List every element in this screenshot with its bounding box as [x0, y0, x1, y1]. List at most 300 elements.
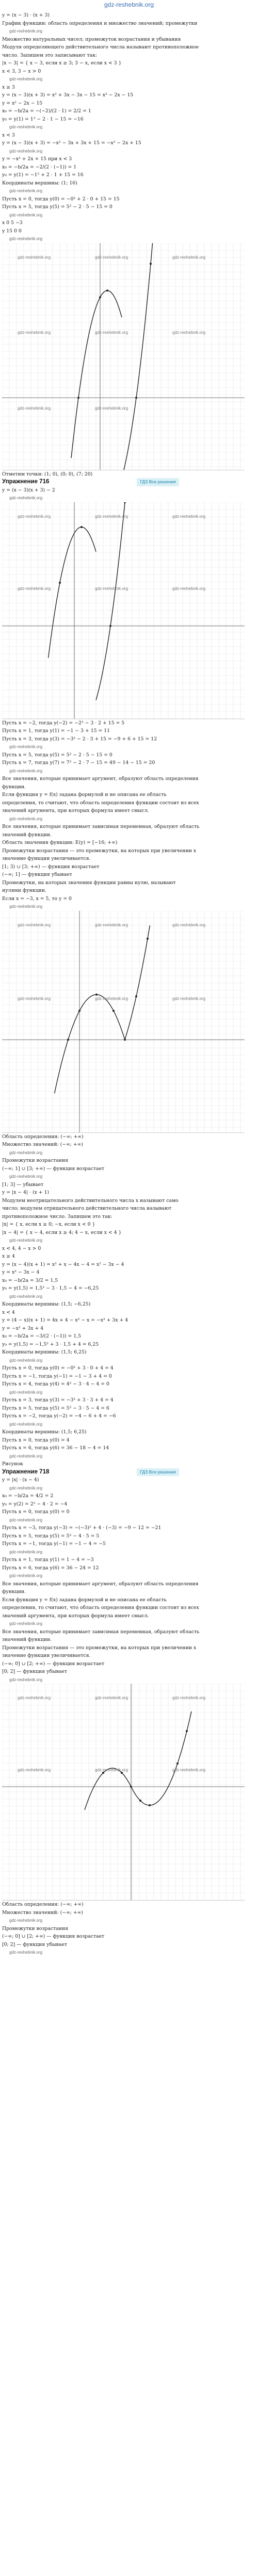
solution-line	[2, 107, 256, 115]
solution-line	[2, 1660, 256, 1668]
solution-line	[2, 1404, 256, 1413]
line-text: gdz-reshebnik.org	[9, 904, 43, 909]
solution-line	[2, 59, 256, 67]
graph-point	[150, 263, 152, 265]
line-text: (−∞; 1] ∪ [3; +∞) — функция возрастает	[2, 1165, 105, 1172]
graph-watermark: gdz-reshebnik.org	[18, 405, 51, 411]
solution-line	[2, 1157, 256, 1165]
line-text: Пусть x = −3, тогда y(−3) = −(−3)² + 4 · (−3) = −9 − 12 = −21	[2, 1525, 162, 1531]
solution-line	[2, 1300, 256, 1309]
line-text: gdz-reshebnik.org	[9, 1294, 43, 1299]
solution-line	[2, 1909, 256, 1917]
line-text: [1; 3] — убывает	[2, 1181, 44, 1188]
solution-line	[2, 1612, 256, 1620]
solution-line	[2, 163, 256, 172]
solution-line	[2, 1229, 256, 1237]
solution-line	[2, 727, 256, 735]
graph-watermark: gdz-reshebnik.org	[95, 255, 128, 260]
solution-line	[2, 486, 256, 495]
line-text: функции.	[2, 784, 26, 790]
solution-line	[2, 1141, 256, 1149]
line-text: gdz-reshebnik.org	[9, 1621, 43, 1626]
solution-line	[2, 1277, 256, 1285]
graph-watermark: gdz-reshebnik.org	[18, 922, 51, 927]
graph-watermark: gdz-reshebnik.org	[172, 922, 206, 927]
line-text: gdz-reshebnik.org	[9, 29, 43, 33]
line-text: gdz-reshebnik.org	[9, 1485, 43, 1490]
watermark-text	[2, 1293, 256, 1301]
solution-line	[2, 1644, 256, 1652]
graph-point	[176, 1762, 179, 1765]
graph-point	[124, 502, 126, 503]
line-text: Если x = −3, x = 5, то y = 0	[2, 895, 72, 902]
watermark-text	[2, 767, 256, 775]
watermark-text	[2, 903, 256, 911]
solution-line	[2, 1197, 256, 1205]
line-text: gdz-reshebnik.org	[9, 212, 43, 217]
line-text: Область определения: (−∞; +∞)	[2, 1902, 84, 1907]
watermark-text	[2, 1948, 256, 1957]
graph-watermark: gdz-reshebnik.org	[95, 514, 128, 519]
function-curve	[96, 502, 126, 700]
line-text: |x| = { x, если x ≥ 0; −x, если x < 0 }	[2, 1222, 95, 1227]
graph-point	[112, 1010, 115, 1012]
line-text: определения, то считают, что область определения функции состоит из всех	[2, 800, 199, 806]
line-text: x < 4	[2, 1309, 15, 1315]
line-text: Пусть x = 0, тогда y(0) = −0² + 3 · 0 + 4 = 4	[2, 1365, 114, 1371]
graph-point	[135, 995, 137, 997]
solution-line	[2, 823, 256, 831]
solution-line	[2, 1364, 256, 1372]
exercise-title: Упражнение 718	[2, 1468, 50, 1475]
line-text: (−∞; 1] — функция убывает	[2, 872, 72, 877]
solution-line	[2, 855, 256, 863]
line-text: |x − 3| = { x − 3, если x ≥ 3; 3 − x, если x < 3 }	[2, 60, 122, 66]
exercise-heading	[2, 478, 256, 486]
solution-line	[2, 871, 256, 879]
solution-line	[2, 1380, 256, 1388]
line-text: Модуля определяющего действительного числа называют противоположное	[2, 44, 199, 50]
graph-point	[147, 938, 149, 940]
solution-line	[2, 1428, 256, 1436]
solution-line	[2, 179, 256, 188]
line-text: Множество натуральных чисел; промежуток возрастания и убывания	[2, 36, 181, 42]
line-text: y = (4 − x)(x + 1) = 4x + 4 − x² − x = −x² + 3x + 4	[2, 1317, 128, 1323]
graph-canvas	[2, 911, 245, 1132]
solution-line	[2, 11, 256, 20]
line-text: Пусть x = 3, тогда y(3) = −3² + 3 · 3 + 4 = 4	[2, 1397, 114, 1403]
line-text: y = −x² + 2x + 15 при x < 3	[2, 156, 72, 162]
line-text: y₀ = y(1) = −1² + 2 · 1 + 15 = 16	[2, 172, 84, 178]
solution-line	[2, 831, 256, 839]
line-text: Пусть x = −1, тогда y(−1) = −1 − 4 = −5	[2, 1541, 106, 1547]
solution-line	[2, 1252, 256, 1261]
line-text: y = −x² + 3x + 4	[2, 1325, 44, 1331]
function-curve	[71, 291, 122, 458]
solution-line	[2, 1348, 256, 1357]
watermark-text	[2, 1357, 256, 1365]
line-text: x < 3, 3 − x > 0	[2, 68, 41, 74]
solution-line	[2, 1524, 256, 1532]
solution-line	[2, 879, 256, 887]
line-text: x < 4, 4 − x > 0	[2, 1245, 41, 1251]
function-curve	[55, 994, 125, 1093]
solution-line	[2, 1668, 256, 1676]
solution-line	[2, 1205, 256, 1213]
line-text: Все значения, которые принимает аргумент, образуют область определения	[2, 1581, 199, 1587]
line-text: Пусть x = 5, тогда y(5) = 5² − 4 · 5 = 5	[2, 1533, 100, 1539]
line-text: gdz-reshebnik.org	[9, 1918, 43, 1923]
line-text: число; модулем отрицательного действительного числа называют	[2, 1206, 172, 1211]
exercise-heading	[2, 1468, 256, 1477]
line-text: Координаты вершины: (1,5; 6,25)	[2, 1349, 87, 1355]
solution-line	[2, 783, 256, 791]
solution-line	[2, 470, 256, 479]
solution-line	[2, 139, 256, 147]
graph-point	[139, 1800, 141, 1802]
line-text: функции.	[2, 1589, 26, 1595]
line-text: y = x² − 3x − 4	[2, 1269, 40, 1275]
all-solutions-link[interactable]: ГДЗ Все решения	[137, 1468, 179, 1477]
line-text: |x − 4| = { x − 4, если x ≥ 4; 4 − x, если x < 4 }	[2, 1229, 122, 1235]
line-text: Множество значений: (−∞; +∞)	[2, 1142, 84, 1147]
graph-watermark: gdz-reshebnik.org	[95, 996, 128, 1001]
graph-watermark: gdz-reshebnik.org	[18, 330, 51, 335]
function-curve	[131, 1711, 191, 1805]
line-text: [0; 2] — функция убывает	[2, 1669, 68, 1674]
line-text: y = |x − 4| · (x + 1)	[2, 1190, 50, 1195]
line-text: y = |x| · (x − 4)	[2, 1477, 39, 1483]
line-text: Все значения, которые принимает зависимая переменная, образуют область	[2, 824, 200, 829]
line-text: gdz-reshebnik.org	[9, 1150, 43, 1155]
solution-line	[2, 839, 256, 847]
graph-point	[106, 290, 108, 292]
line-text: Пусть x = 0, тогда y(0) = −0² + 2 · 0 + 15 = 15	[2, 196, 120, 202]
solution-line	[2, 1604, 256, 1612]
graph-canvas	[2, 1684, 245, 1900]
line-text: gdz-reshebnik.org	[9, 236, 43, 241]
line-text: gdz-reshebnik.org	[9, 496, 43, 500]
line-text: Пусть x = 7, тогда y(7) = 7² − 2 · 7 − 15 = 49 − 14 − 15 = 20	[2, 760, 155, 766]
line-text: gdz-reshebnik.org	[9, 1358, 43, 1363]
graph-watermark: gdz-reshebnik.org	[172, 1696, 206, 1700]
solution-line	[2, 1532, 256, 1540]
solution-line	[2, 1316, 256, 1325]
solution-line	[2, 1261, 256, 1269]
line-text: Все значения, которые принимает зависимая переменная, образуют область	[2, 1629, 200, 1635]
solution-line	[2, 1221, 256, 1229]
line-text: x ≥ 4	[2, 1253, 15, 1259]
line-text: нулями функции.	[2, 888, 46, 893]
line-text: Координаты вершины: (1,5; −6,25)	[2, 1301, 91, 1307]
line-text: Если функция y = f(x) задана формулой и не описана ее область	[2, 792, 167, 798]
solution-line	[2, 1596, 256, 1604]
graph-watermark: gdz-reshebnik.org	[172, 1768, 206, 1772]
line-text: y 15 0 0	[2, 228, 22, 234]
graph-watermark: gdz-reshebnik.org	[172, 996, 206, 1001]
watermark-text	[2, 1572, 256, 1580]
solution-line	[2, 1325, 256, 1333]
line-text: gdz-reshebnik.org	[9, 1573, 43, 1578]
line-text: y = (x − 4)(x + 1) = x² + x − 4x − 4 = x² − 3x − 4	[2, 1261, 124, 1267]
watermark-text	[2, 1236, 256, 1245]
graph-watermark: gdz-reshebnik.org	[95, 1696, 128, 1700]
solution-line	[2, 847, 256, 855]
solution-line	[2, 1901, 256, 1909]
solution-line	[2, 807, 256, 815]
graph-watermark: gdz-reshebnik.org	[18, 586, 51, 591]
solution-line	[2, 1133, 256, 1141]
line-text: Область определения: (−∞; +∞)	[2, 1133, 84, 1140]
line-text: значений аргумента, при которых формула имеет смысл.	[2, 1613, 149, 1619]
line-text: Множество значений: (−∞; +∞)	[2, 1909, 84, 1916]
line-text: y₀ = y(1,5) = −1,5² + 3 · 1,5 + 4 = 6,25	[2, 1341, 99, 1347]
line-text: Пусть x = 5, тогда y(5) = 5² − 2 · 5 − 15 = 0	[2, 204, 112, 210]
solution-line	[2, 1628, 256, 1636]
line-text: противоположное число. Запишем это так:	[2, 1213, 112, 1219]
site-brand[interactable]: gdz-reshebnik.org	[104, 1, 154, 8]
line-text: y₀ = y(2) = 2² − 4 · 2 = −4	[2, 1501, 68, 1507]
solution-line	[2, 1925, 256, 1933]
solution-line	[2, 1436, 256, 1445]
solution-line	[2, 751, 256, 759]
line-text: Промежутки возрастания — это промежутки, на которых при увеличении x	[2, 848, 197, 854]
graph-watermark: gdz-reshebnik.org	[172, 330, 206, 335]
line-text: Если функция y = f(x) задана формулой и не описана ее область	[2, 1597, 167, 1603]
solution-line	[2, 20, 256, 28]
line-text: gdz-reshebnik.org	[9, 77, 43, 81]
line-text: gdz-reshebnik.org	[9, 1421, 43, 1427]
solution-line	[2, 1588, 256, 1596]
watermark-text	[2, 211, 256, 219]
line-text: x₀ = −b/2a = −(−2)/(2 · 1) = 2/2 = 1	[2, 108, 91, 114]
graph-watermark: gdz-reshebnik.org	[172, 255, 206, 260]
line-text: [1; 3) ∪ [3; +∞) — функция возрастает	[2, 863, 100, 870]
line-text: gdz-reshebnik.org	[9, 744, 43, 749]
solution-line	[2, 1396, 256, 1404]
line-text: y = (x − 3) · (x + 3)	[2, 12, 50, 18]
line-text: x₀ = −b/2a = −2/(2 · (−1)) = 1	[2, 164, 77, 170]
line-text: Пусть x = 6, тогда y(6) = 36 − 24 = 12	[2, 1565, 99, 1571]
solution-line	[2, 203, 256, 211]
line-text: Рисунок	[2, 1461, 23, 1467]
function-graph	[2, 243, 245, 470]
function-curve	[122, 243, 153, 470]
solution-line	[2, 115, 256, 124]
line-text: Отметим точки: (1; 0), (0; 0), (7; 20)	[2, 471, 93, 477]
watermark-text	[2, 1676, 256, 1684]
line-text: y = (x − 3)(x + 3) = −x² − 3x + 3x + 15 = −x² − 2x + 15	[2, 140, 141, 146]
solution-line	[2, 895, 256, 903]
solution-line	[2, 1189, 256, 1197]
watermark-text	[2, 1620, 256, 1628]
line-text: gdz-reshebnik.org	[9, 1549, 43, 1554]
solution-line	[2, 91, 256, 99]
solution-line	[2, 1580, 256, 1588]
solution-line	[2, 799, 256, 807]
line-text: gdz-reshebnik.org	[9, 1389, 43, 1395]
line-text: Пусть x = −2, тогда y(−2) = −2² − 3 · 2 + 15 = 5	[2, 720, 125, 726]
solution-line	[2, 227, 256, 235]
line-text: Пусть x = 5, тогда y(5) = 5² − 2 · 5 − 15 = 0	[2, 752, 112, 758]
watermark-text	[2, 75, 256, 83]
graph-watermark: gdz-reshebnik.org	[18, 255, 51, 260]
all-solutions-link[interactable]: ГДЗ Все решения	[137, 478, 179, 486]
line-text: Пусть x = 5, тогда y(5) = 5² − 3 · 5 − 4 = 6	[2, 1405, 109, 1411]
function-graph	[2, 502, 245, 719]
graph-point	[149, 1804, 151, 1806]
solution-line	[2, 1460, 256, 1468]
solution-line	[2, 1444, 256, 1452]
solution-line	[2, 1540, 256, 1548]
line-text: значений функции.	[2, 832, 52, 838]
solution-line	[2, 1341, 256, 1349]
line-text: Пусть x = −1, тогда y(−1) = −1 − 3 + 4 = 0	[2, 1373, 112, 1379]
solution-line	[2, 775, 256, 783]
function-curve	[85, 1768, 131, 1810]
line-text: определения, то считают, что область определения функции состоит из всех	[2, 1605, 199, 1611]
solution-line	[2, 719, 256, 727]
watermark-text	[2, 147, 256, 156]
watermark-text	[2, 1420, 256, 1429]
line-text: Область значения функции: E(y) = [−16; +∞)	[2, 840, 118, 845]
line-text: x < 3	[2, 132, 15, 138]
line-text: Пусть x = 1, тогда y(1) = 1 − 4 = −3	[2, 1557, 94, 1563]
solution-line	[2, 1165, 256, 1173]
solution-line	[2, 1500, 256, 1509]
line-text: gdz-reshebnik.org	[9, 1453, 43, 1459]
line-text: gdz-reshebnik.org	[9, 816, 43, 821]
line-text: [0; 2] — функция убывает	[2, 1941, 68, 1947]
solution-line	[2, 1636, 256, 1644]
line-text: (−∞; 0] ∪ [2; +∞) — функция возрастает	[2, 1660, 105, 1667]
watermark-text	[2, 235, 256, 243]
graph-watermark: gdz-reshebnik.org	[95, 330, 128, 335]
solution-line	[2, 1941, 256, 1949]
solution-line	[2, 863, 256, 871]
line-text: Пусть x = 0, тогда y(0) = 4	[2, 1437, 70, 1443]
line-text: gdz-reshebnik.org	[9, 1950, 43, 1955]
function-graph	[2, 1684, 245, 1901]
line-text: число. Запишем это записывают так:	[2, 52, 98, 58]
line-text: Пусть x = 0, тогда y(0) = 0	[2, 1509, 70, 1515]
solution-line	[2, 1492, 256, 1500]
graph-watermark: gdz-reshebnik.org	[95, 586, 128, 591]
watermark-text	[2, 1917, 256, 1925]
line-text: Пусть x = 1, тогда y(1) = −1 − 3 + 15 = 11	[2, 728, 110, 734]
solution-line	[2, 52, 256, 60]
line-text: gdz-reshebnik.org	[9, 768, 43, 773]
line-text: x 0 5 −3	[2, 220, 23, 226]
function-curve	[125, 925, 150, 1040]
exercise-title: Упражнение 716	[2, 479, 50, 485]
watermark-text	[2, 1388, 256, 1397]
watermark-text	[2, 743, 256, 751]
line-text: gdz-reshebnik.org	[9, 148, 43, 154]
line-text: gdz-reshebnik.org	[9, 125, 43, 129]
watermark-text	[2, 1548, 256, 1556]
line-text: Промежутки возрастания — это промежутки, на которых при увеличении x	[2, 1645, 197, 1651]
graph-watermark: gdz-reshebnik.org	[18, 1696, 51, 1700]
line-text: y = x² − 2x − 15	[2, 100, 43, 106]
line-text: gdz-reshebnik.org	[9, 1174, 43, 1179]
line-text: y = (x − 3)(x + 3) = x² + 3x − 3x − 15 = x² − 2x − 15	[2, 92, 134, 98]
line-text: y = (x − 3)(x + 3) − 2	[2, 487, 55, 493]
solution-line	[2, 1508, 256, 1516]
line-text: Пусть x = 3, тогда y(3) = −3² − 2 · 3 + 15 = −9 + 6 + 15 = 12	[2, 736, 157, 742]
line-text: значение функции увеличивается.	[2, 856, 91, 861]
line-text: значений функции.	[2, 1637, 52, 1642]
watermark-text	[2, 1149, 256, 1157]
solution-line	[2, 1309, 256, 1317]
line-text: Промежутки возрастания	[2, 1158, 69, 1163]
watermark-text	[2, 494, 256, 502]
function-graph	[2, 911, 245, 1133]
line-text: x₀ = −b/2a = 3/2 = 1,5	[2, 1277, 58, 1283]
line-text: gdz-reshebnik.org	[9, 189, 43, 193]
watermark-text	[2, 27, 256, 36]
solution-line	[2, 1556, 256, 1564]
graph-watermark: gdz-reshebnik.org	[172, 514, 206, 519]
solution-line	[2, 1652, 256, 1660]
line-text: Промежутки возрастания	[2, 1925, 69, 1931]
solution-line	[2, 1181, 256, 1189]
line-text: y₀ = y(1) = 1² − 2 · 1 − 15 = −16	[2, 116, 84, 122]
graph-watermark: gdz-reshebnik.org	[95, 1768, 128, 1772]
solution-line	[2, 1213, 256, 1221]
line-text: (−∞; 0] ∪ [2; +∞) — функция возрастает	[2, 1934, 105, 1939]
solution-body	[2, 11, 256, 1957]
line-text: x₀ = −b/2a = −3/(2 · (−1)) = 1,5	[2, 1333, 82, 1339]
watermark-text	[2, 1173, 256, 1181]
graph-point	[59, 582, 61, 584]
line-text: gdz-reshebnik.org	[9, 1517, 43, 1522]
solution-line	[2, 1372, 256, 1381]
line-text: Все значения, которые принимает аргумент, образуют область определения	[2, 776, 199, 782]
solution-line	[2, 735, 256, 743]
line-text: Промежутки, на которых значения функции равны нулю, называют	[2, 879, 176, 886]
solution-line	[2, 131, 256, 140]
solution-line	[2, 1245, 256, 1253]
graph-point	[186, 1730, 188, 1732]
solution-line	[2, 1268, 256, 1277]
watermark-text	[2, 1452, 256, 1461]
solution-line	[2, 791, 256, 799]
line-text: Координаты вершины: (1; 16)	[2, 180, 77, 186]
watermark-text	[2, 1484, 256, 1493]
solution-line	[2, 67, 256, 76]
solution-line	[2, 43, 256, 52]
graph-watermark: gdz-reshebnik.org	[18, 1768, 51, 1772]
graph-watermark: gdz-reshebnik.org	[95, 405, 128, 411]
line-text: y₀ = y(1,5) = 1,5² − 3 · 1,5 − 4 = −6,25	[2, 1285, 99, 1291]
line-text: gdz-reshebnik.org	[9, 1677, 43, 1682]
solution-line	[2, 155, 256, 163]
solution-line	[2, 1412, 256, 1420]
line-text: gdz-reshebnik.org	[9, 1238, 43, 1243]
solution-line	[2, 99, 256, 108]
line-text: Модулем неотрицательного действительного числа x называют само	[2, 1197, 179, 1204]
watermark-text	[2, 1516, 256, 1524]
solution-line	[2, 1476, 256, 1484]
solution-line	[2, 83, 256, 92]
solution-line	[2, 1933, 256, 1941]
solution-line	[2, 1332, 256, 1341]
line-text: значение функции увеличивается.	[2, 1653, 91, 1658]
solution-line	[2, 219, 256, 227]
solution-line	[2, 887, 256, 895]
line-text: График функции: область определения и множество значений; промежутки	[2, 20, 198, 26]
